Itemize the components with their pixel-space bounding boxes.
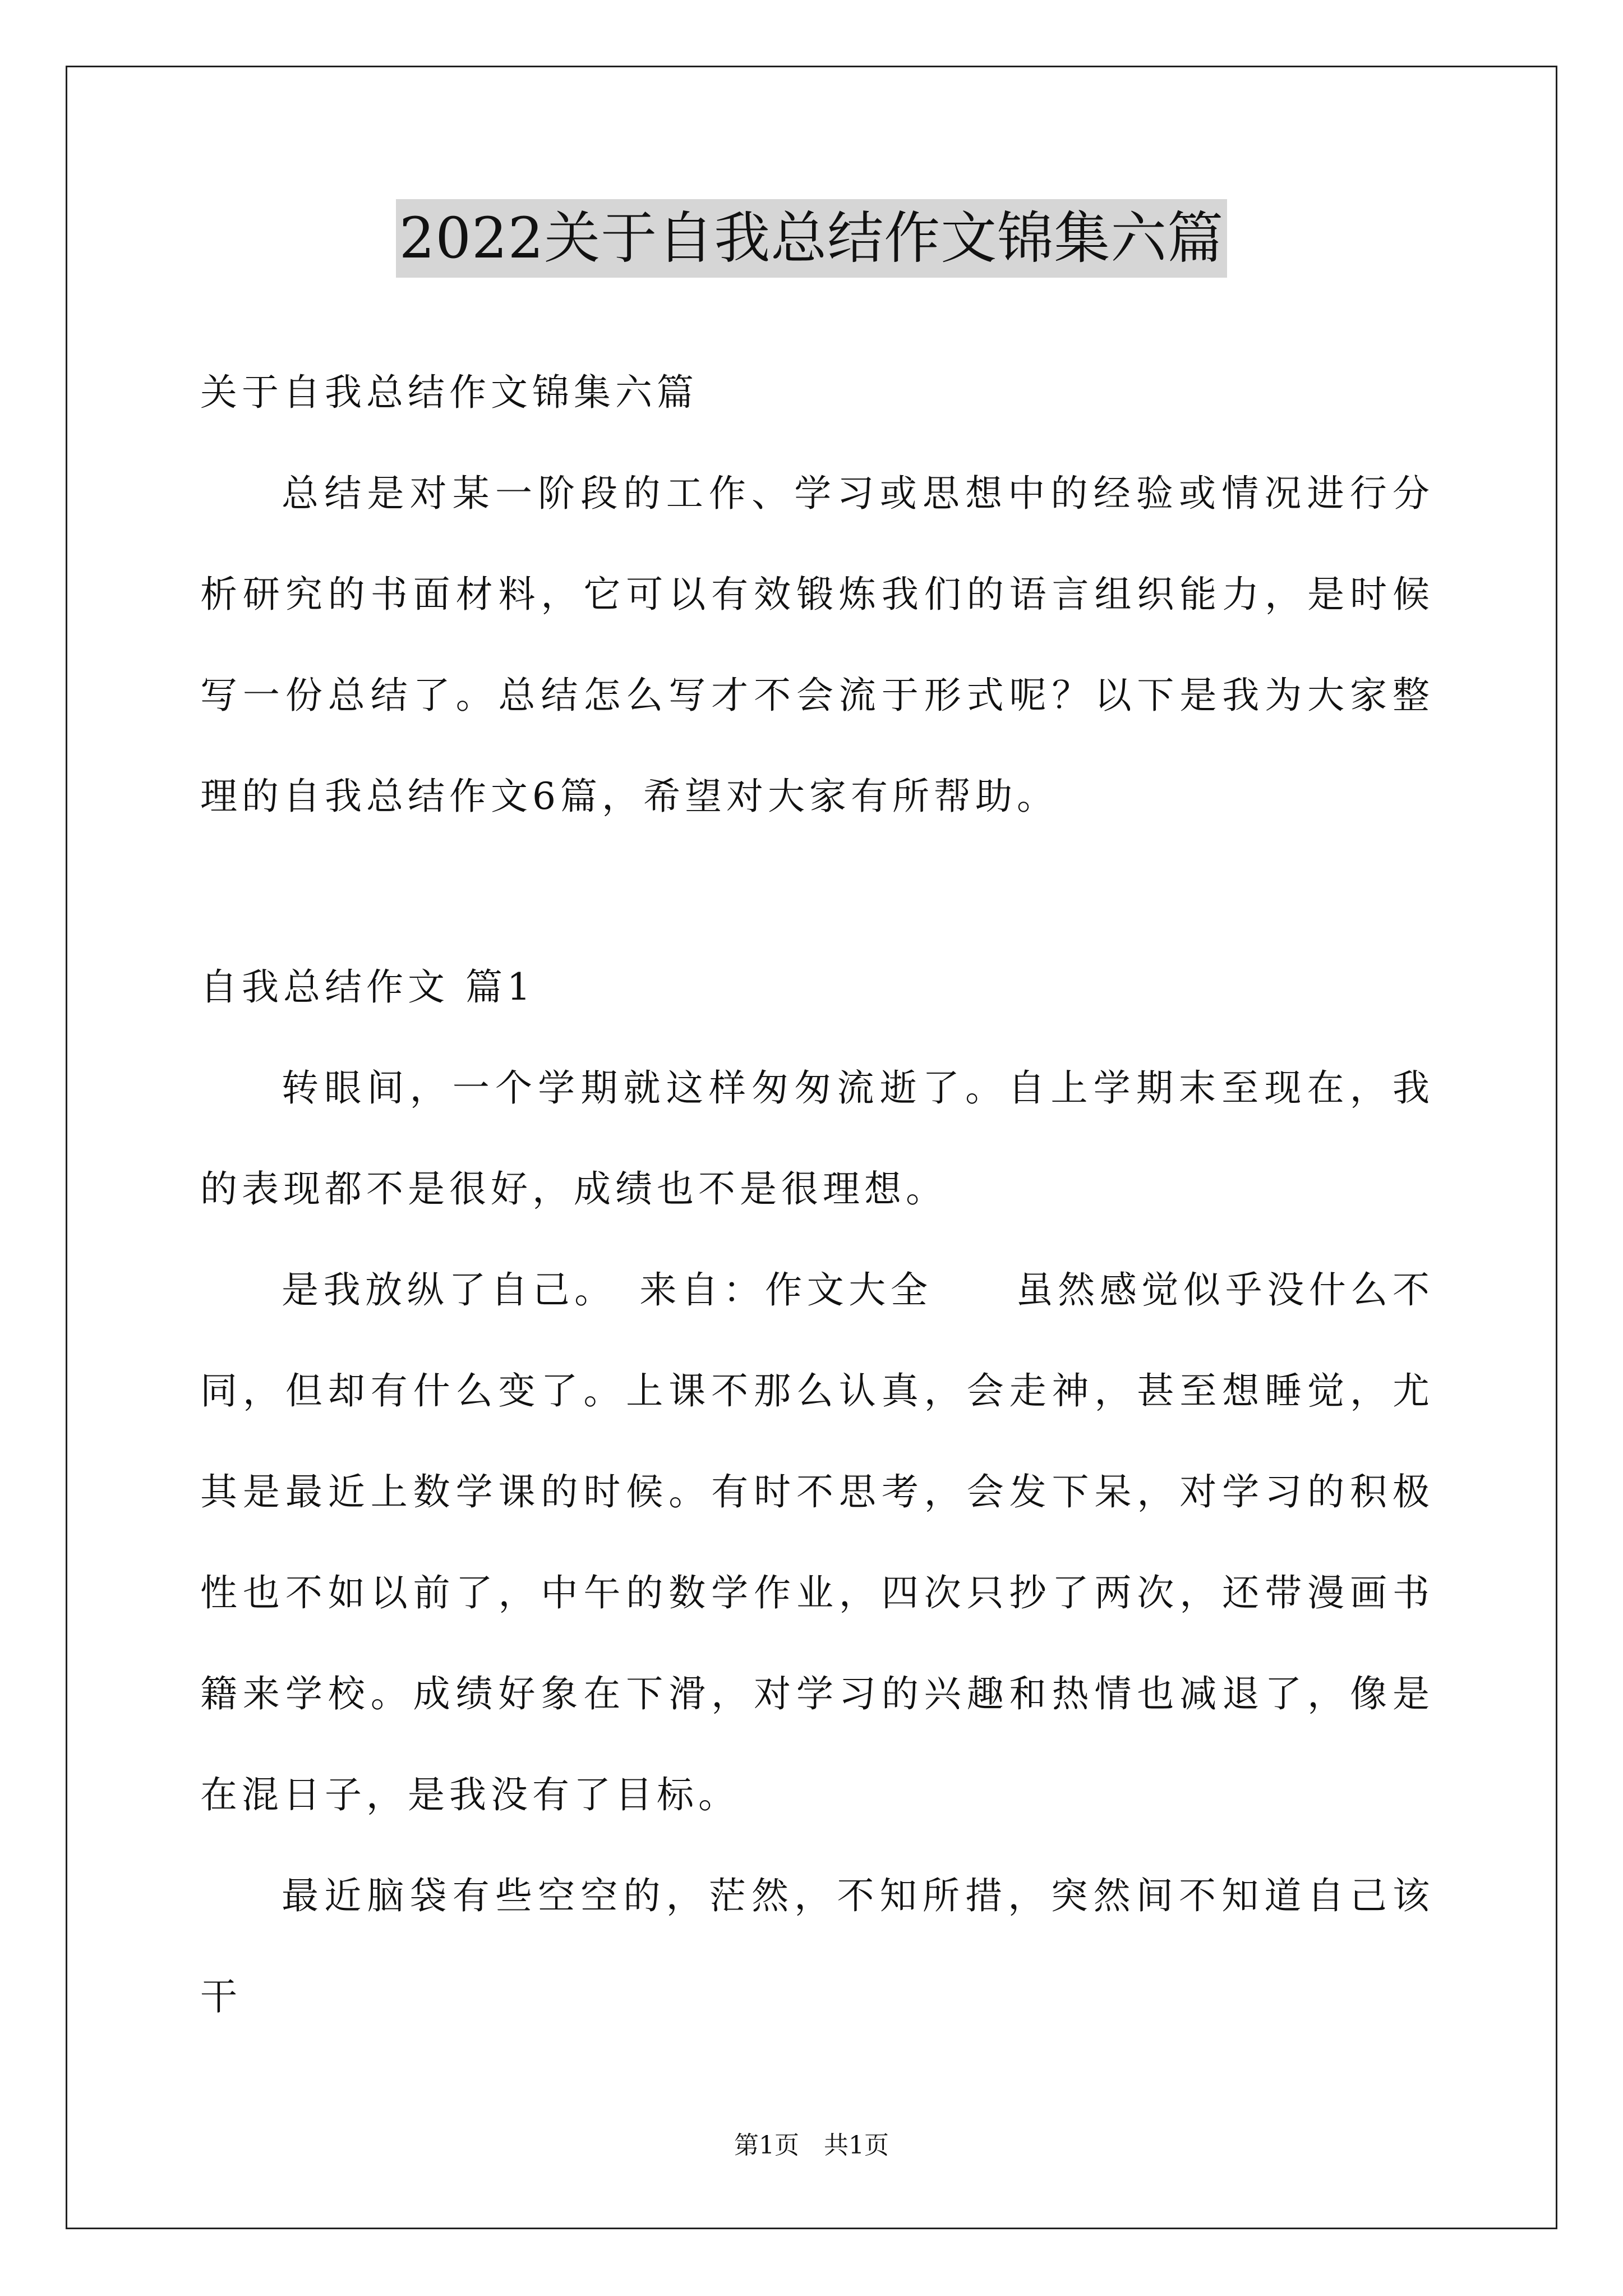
document-subtitle: 关于自我总结作文锦集六篇 [200,371,698,414]
body-paragraph: 是我放纵了自己。 来自：作文大全 虽然感觉似乎没什么不同，但却有什么变了。上课不那么认真，会走神，甚至想睡觉，尤其是最近上数学课的时候。有时不思考，会发下呆，对学习的积极性也不如以前了，中午的数学作业，四次只抄了两次，还带漫画书籍来学校。成绩好象在下滑，对学习的兴趣和热情也减退了，像是在混日子，是我没有了目标。 [200,1268,1434,1816]
intro-paragraph: 总结是对某一阶段的工作、学习或思想中的经验或情况进行分析研究的书面材料，它可以有效锻炼我们的语言组织能力，是时候写一份总结了。总结怎么写才不会流于形式呢？以下是我为大家整理的自我总结作文6篇，希望对大家有所帮助。 [200,472,1434,818]
body-paragraph: 最近脑袋有些空空的，茫然，不知所措，突然间不知道自己该干 [200,1874,1434,2018]
document-title: 2022关于自我总结作文锦集六篇 [396,199,1228,278]
document-body [200,342,1434,2047]
title-container [0,199,1623,278]
section-heading: 自我总结作文 篇1 [200,965,535,1009]
body-paragraph: 转眼间，一个学期就这样匆匆流逝了。自上学期末至现在，我的表现都不是很好，成绩也不是很理想。 [200,1066,1434,1211]
page-footer: 第1页 共1页 [734,2131,889,2160]
